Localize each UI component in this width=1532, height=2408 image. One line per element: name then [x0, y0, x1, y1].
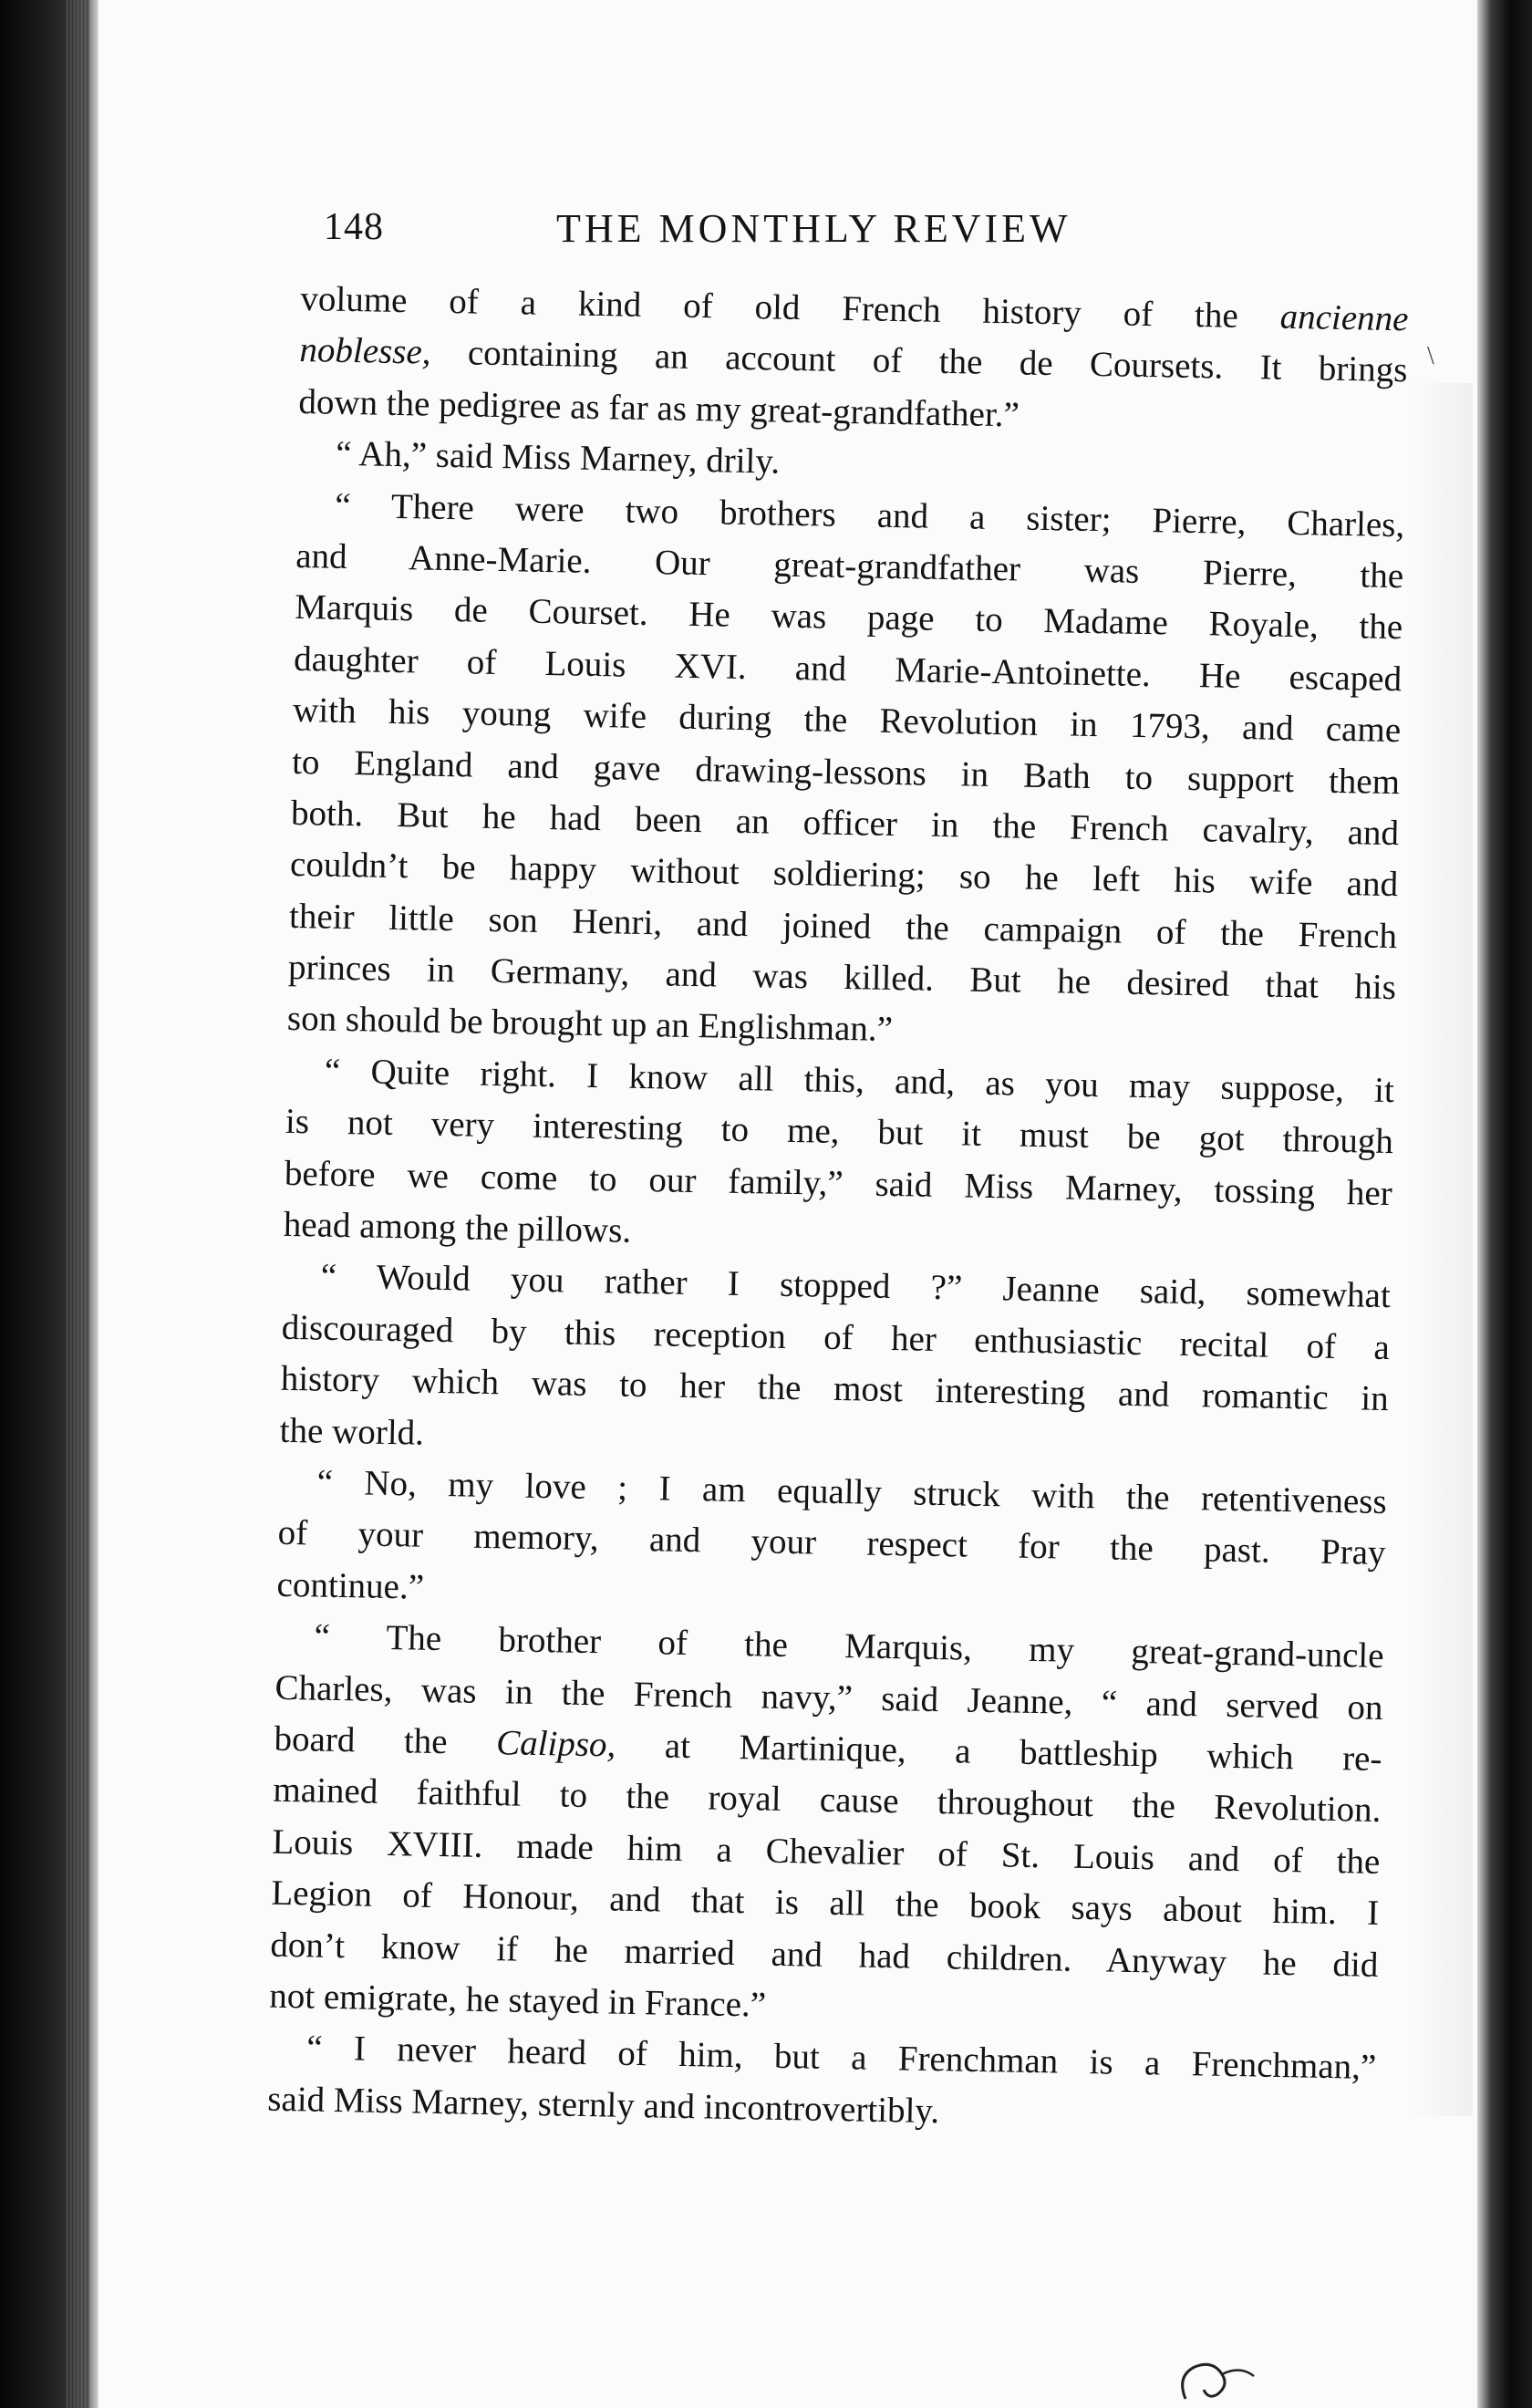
book-binding-right	[1477, 0, 1532, 2408]
text-line: is not very interesting to me, but it must be got through	[285, 1102, 1394, 1162]
running-head: THE MONTHLY REVIEW	[556, 206, 1071, 251]
text-line: mained faithful to the royal cause throughout the Revolution.	[273, 1770, 1382, 1831]
text-line: “ No, my love ; I am equally struck with the retentiveness	[316, 1462, 1388, 1522]
text-line: with his young wife during the Revolution in 1793, and came	[292, 690, 1402, 751]
text-line: Louis XVIII. made him a Chevalier of St. Louis and of the	[272, 1822, 1381, 1882]
text-line: Marquis de Courset. He was page to Madame Royale, the	[294, 587, 1403, 648]
text-line: princes in Germany, and was killed. But he desired that his	[287, 947, 1397, 1008]
text-line: their little son Henri, and joined the campaign of the French	[288, 896, 1398, 956]
text-line: said Miss Marney, sternly and incontrovertibly.	[266, 2079, 940, 2131]
text-line: history which was to her the most interesting and romantic in	[280, 1359, 1390, 1419]
text-line: couldn’t be happy without soldiering; so he left his wife and	[289, 845, 1399, 905]
text-line: to England and gave drawing-lessons in Bath to support them	[291, 742, 1401, 802]
text-line: son should be brought up an Englishman.”	[286, 999, 894, 1050]
text-line: board the Calipso, at Martinique, a battleship which re-	[274, 1718, 1382, 1779]
text-line: of your memory, and your respect for the past. Pray	[277, 1513, 1386, 1573]
text-line: “ The brother of the Marquis, my great-grand-uncle	[314, 1616, 1384, 1676]
text-line: volume of a kind of old French history of the ancienne	[300, 278, 1409, 339]
text-line: Legion of Honour, and that is all the book says about him. I	[271, 1873, 1380, 1934]
page-edges-left	[66, 0, 89, 2408]
text-line: Charles, was in the French navy,” said Jeanne, “ and served on	[274, 1667, 1383, 1728]
text-line: the world.	[279, 1410, 425, 1453]
page-number: 148	[324, 206, 384, 248]
text-line: head among the pillows.	[283, 1204, 632, 1251]
text-line: “ Quite right. I know all this, and, as you may suppose, it	[324, 1051, 1395, 1110]
text-line: noblesse, containing an account of the de Coursets. It brings	[299, 330, 1408, 390]
text-line: down the pedigree as far as my great-grandfather.”	[298, 381, 1020, 435]
scan-artifact	[1167, 2349, 1268, 2403]
text-line: “ I never heard of him, but a Frenchman is a Frenchman,”	[305, 2028, 1377, 2088]
text-line: and Anne-Marie. Our great-grandfather was Pierre, the	[295, 535, 1404, 597]
text-line: continue.”	[276, 1564, 425, 1607]
text-line: before we come to our family,” said Miss Marney, tossing her	[284, 1153, 1393, 1213]
text-line: “ There were two brothers and a sister; Pierre, Charles,	[334, 485, 1405, 545]
page-header	[324, 205, 1172, 269]
page-shadow	[1409, 383, 1473, 2116]
text-line: don’t know if he married and had children. Anyway he did	[270, 1925, 1379, 1985]
text-line: daughter of Louis XVI. and Marie-Antoinette. He escaped	[293, 638, 1403, 699]
text-line: discouraged by this reception of her enthusiastic recital of a	[281, 1307, 1391, 1367]
text-line: “ Would you rather I stopped ?” Jeanne said, somewhat	[320, 1257, 1392, 1316]
body-text	[267, 274, 1409, 2145]
text-line: not emigrate, he stayed in France.”	[269, 1976, 767, 2025]
margin-mark: \	[1427, 342, 1434, 370]
text-line: both. But he had been an officer in the French cavalry, and	[290, 793, 1400, 854]
text-line: “ Ah,” said Miss Marney, drily.	[335, 433, 781, 482]
